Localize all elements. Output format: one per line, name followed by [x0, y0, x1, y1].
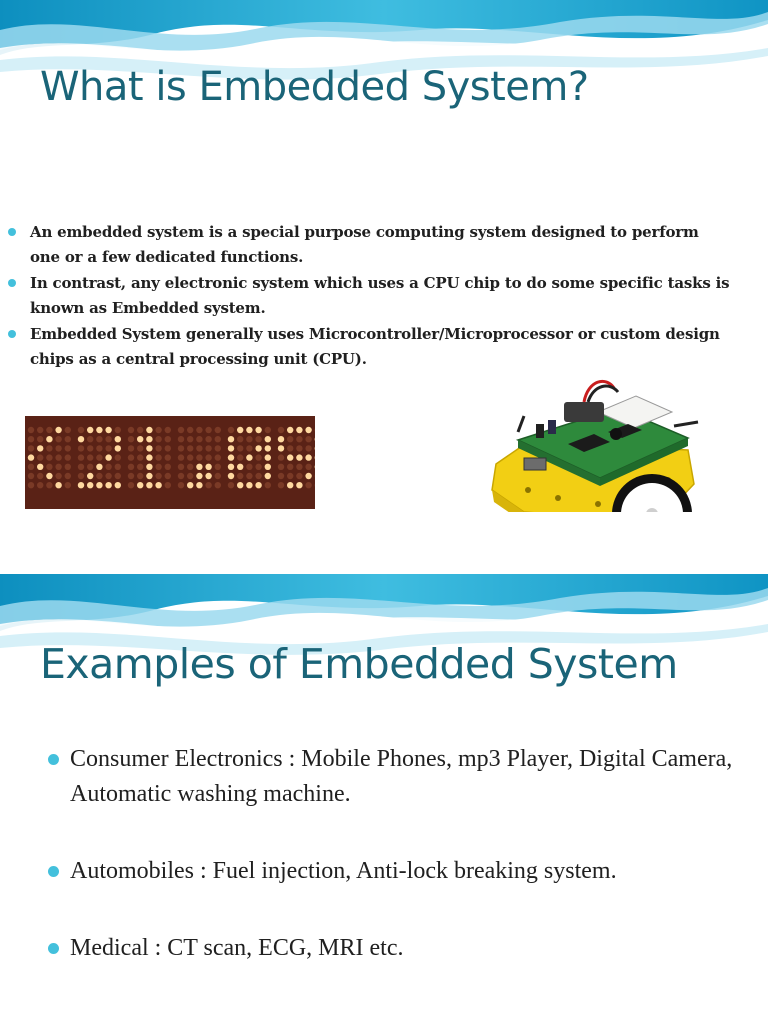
led-dot-off: [28, 436, 34, 442]
led-dot-off: [278, 427, 284, 433]
led-dot-off: [105, 436, 111, 442]
led-dot-on: [146, 482, 152, 488]
bullet-icon: [8, 228, 16, 236]
led-dot-on: [278, 445, 284, 451]
led-dot-off: [105, 445, 111, 451]
led-dot-off: [205, 436, 211, 442]
led-dot-on: [96, 427, 102, 433]
led-dot-off: [296, 473, 302, 479]
led-dot-off: [115, 473, 121, 479]
led-dot-off: [196, 454, 202, 460]
led-dot-off: [287, 473, 293, 479]
led-dot-off: [215, 473, 221, 479]
led-dot-off: [178, 454, 184, 460]
led-dot-off: [237, 445, 243, 451]
bullet-list: [30, 220, 730, 372]
led-dot-off: [128, 436, 134, 442]
slide-2: [0, 512, 768, 1024]
led-dot-on: [287, 427, 293, 433]
led-dot-off: [296, 445, 302, 451]
list-item: [70, 931, 750, 966]
led-dot-on: [246, 427, 252, 433]
led-dot-off: [178, 427, 184, 433]
led-dot-off: [255, 436, 261, 442]
bullet-list: [70, 742, 750, 1008]
led-dot-on: [278, 436, 284, 442]
led-dot-off: [65, 436, 71, 442]
led-dot-off: [215, 427, 221, 433]
led-dot-on: [237, 464, 243, 470]
led-dot-off: [87, 445, 93, 451]
led-dot-off: [37, 454, 43, 460]
led-dot-off: [187, 454, 193, 460]
led-dot-off: [155, 454, 161, 460]
bullet-text: An embedded system is a special purpose computing system designed to perform one or a few dedicated functions.: [30, 223, 699, 266]
led-dot-off: [115, 464, 121, 470]
led-dot-on: [296, 482, 302, 488]
led-dot-off: [46, 445, 52, 451]
led-dot-on: [237, 482, 243, 488]
led-dot-off: [37, 436, 43, 442]
led-dot-off: [78, 427, 84, 433]
led-dot-on: [228, 464, 234, 470]
led-dot-off: [65, 454, 71, 460]
led-dot-off: [215, 482, 221, 488]
list-item: [30, 322, 730, 372]
led-dot-off: [178, 436, 184, 442]
page-title: What is Embedded System?: [40, 64, 589, 110]
led-dot-off: [28, 473, 34, 479]
led-dot-on: [87, 473, 93, 479]
led-dot-off: [165, 436, 171, 442]
led-dot-on: [265, 454, 271, 460]
led-dot-off: [78, 445, 84, 451]
led-dot-off: [205, 454, 211, 460]
led-dot-off: [265, 427, 271, 433]
led-dot-on: [228, 445, 234, 451]
led-dot-on: [87, 482, 93, 488]
led-dot-off: [155, 464, 161, 470]
led-dot-off: [128, 464, 134, 470]
led-dot-off: [105, 464, 111, 470]
led-dot-on: [265, 473, 271, 479]
led-dot-off: [305, 436, 311, 442]
led-dot-off: [187, 427, 193, 433]
led-dot-on: [28, 454, 34, 460]
led-dot-off: [137, 454, 143, 460]
led-dot-off: [165, 427, 171, 433]
led-dot-off: [37, 473, 43, 479]
led-dot-off: [165, 454, 171, 460]
led-dot-off: [287, 436, 293, 442]
led-dot-off: [196, 436, 202, 442]
page-title: Examples of Embedded System: [40, 640, 678, 688]
led-dot-off: [137, 445, 143, 451]
led-dot-off: [28, 482, 34, 488]
led-dot-on: [115, 445, 121, 451]
led-dot-off: [237, 473, 243, 479]
led-dot-on: [146, 473, 152, 479]
led-dot-off: [65, 473, 71, 479]
list-item: [70, 854, 750, 889]
led-dot-off: [215, 436, 221, 442]
bullet-icon: [48, 866, 59, 877]
bullet-icon: [48, 943, 59, 954]
led-dot-off: [165, 445, 171, 451]
led-dot-on: [137, 482, 143, 488]
bullet-icon: [8, 279, 16, 287]
led-dot-on: [105, 482, 111, 488]
led-dot-on: [87, 427, 93, 433]
led-dot-off: [278, 464, 284, 470]
led-dot-off: [105, 473, 111, 479]
led-dot-on: [246, 454, 252, 460]
led-dot-off: [228, 427, 234, 433]
led-dot-off: [178, 473, 184, 479]
led-dot-on: [255, 482, 261, 488]
led-dot-off: [55, 445, 61, 451]
led-dot-off: [87, 454, 93, 460]
led-dot-on: [146, 464, 152, 470]
led-dot-off: [46, 454, 52, 460]
led-dot-off: [196, 427, 202, 433]
led-dot-off: [128, 482, 134, 488]
led-dot-off: [65, 445, 71, 451]
led-dot-off: [28, 445, 34, 451]
led-dot-on: [96, 464, 102, 470]
led-dot-on: [305, 473, 311, 479]
led-dot-off: [87, 464, 93, 470]
led-dot-off: [265, 482, 271, 488]
led-dot-off: [155, 427, 161, 433]
led-dot-on: [196, 482, 202, 488]
led-dot-on: [37, 445, 43, 451]
led-dot-off: [296, 464, 302, 470]
led-dot-off: [165, 464, 171, 470]
led-dot-off: [128, 445, 134, 451]
led-dot-off: [178, 464, 184, 470]
led-dot-off: [178, 482, 184, 488]
bullet-text: Embedded System generally uses Microcontroller/Microprocessor or custom design chips as a central processing unit (CPU).: [30, 325, 720, 368]
led-dot-off: [96, 473, 102, 479]
led-dot-off: [155, 473, 161, 479]
led-dot-off: [37, 427, 43, 433]
led-dot-off: [46, 427, 52, 433]
led-dot-off: [55, 436, 61, 442]
led-dot-on: [228, 454, 234, 460]
led-dot-on: [265, 436, 271, 442]
led-dot-on: [287, 454, 293, 460]
led-dot-off: [65, 427, 71, 433]
led-dot-off: [215, 445, 221, 451]
led-dot-off: [137, 427, 143, 433]
led-dot-off: [28, 427, 34, 433]
led-dot-off: [287, 464, 293, 470]
led-dot-off: [178, 445, 184, 451]
led-dot-on: [305, 427, 311, 433]
led-dot-off: [205, 427, 211, 433]
led-dot-off: [246, 473, 252, 479]
led-dot-off: [165, 482, 171, 488]
led-dot-on: [237, 427, 243, 433]
led-dot-off: [255, 464, 261, 470]
led-dot-off: [305, 445, 311, 451]
led-dot-on: [37, 464, 43, 470]
led-dot-off: [165, 473, 171, 479]
led-dot-off: [196, 445, 202, 451]
led-dot-on: [196, 464, 202, 470]
led-dot-off: [215, 464, 221, 470]
led-dot-off: [37, 482, 43, 488]
led-dot-off: [96, 454, 102, 460]
led-dot-on: [146, 436, 152, 442]
led-dot-on: [255, 427, 261, 433]
led-dot-on: [228, 473, 234, 479]
led-dot-off: [115, 427, 121, 433]
led-dot-off: [255, 473, 261, 479]
led-dot-on: [105, 427, 111, 433]
led-dot-off: [187, 464, 193, 470]
led-dot-on: [296, 454, 302, 460]
led-dot-off: [137, 473, 143, 479]
led-dot-on: [265, 464, 271, 470]
led-dot-on: [255, 445, 261, 451]
led-dot-off: [65, 464, 71, 470]
led-dot-off: [278, 482, 284, 488]
list-item: [30, 271, 730, 321]
led-dot-on: [155, 482, 161, 488]
led-dot-off: [155, 436, 161, 442]
led-dot-on: [296, 427, 302, 433]
list-item: [70, 742, 750, 812]
led-dot-off: [228, 482, 234, 488]
bullet-text: Medical : CT scan, ECG, MRI etc.: [70, 935, 404, 961]
led-dot-off: [115, 454, 121, 460]
led-dot-off: [215, 454, 221, 460]
led-dot-off: [78, 464, 84, 470]
led-dot-off: [65, 482, 71, 488]
led-dot-off: [187, 436, 193, 442]
led-dot-on: [46, 436, 52, 442]
led-dot-off: [46, 464, 52, 470]
led-dot-off: [78, 454, 84, 460]
led-dot-off: [137, 464, 143, 470]
led-dot-off: [246, 436, 252, 442]
bullet-icon: [48, 754, 59, 765]
robot-kit-image: [488, 372, 724, 512]
led-dot-off: [87, 436, 93, 442]
led-dot-off: [78, 473, 84, 479]
led-dot-off: [305, 464, 311, 470]
led-dot-on: [205, 473, 211, 479]
led-dot-off: [305, 482, 311, 488]
led-dot-on: [96, 482, 102, 488]
led-dot-off: [278, 454, 284, 460]
led-dot-on: [228, 436, 234, 442]
list-item: [30, 220, 730, 270]
led-dot-off: [278, 473, 284, 479]
led-dot-on: [305, 454, 311, 460]
led-dot-off: [128, 473, 134, 479]
led-dot-off: [55, 464, 61, 470]
led-dot-on: [78, 436, 84, 442]
led-dot-off: [46, 482, 52, 488]
led-dot-on: [205, 464, 211, 470]
bullet-text: Automobiles : Fuel injection, Anti-lock breaking system.: [70, 858, 617, 884]
led-dot-on: [246, 482, 252, 488]
led-dot-off: [246, 445, 252, 451]
led-dot-on: [137, 436, 143, 442]
led-dot-off: [96, 445, 102, 451]
led-dot-on: [55, 482, 61, 488]
led-dot-on: [55, 427, 61, 433]
bullet-text: In contrast, any electronic system which uses a CPU chip to do some specific tasks is known as Embedded system.: [30, 274, 730, 317]
led-dot-off: [155, 445, 161, 451]
led-dot-off: [55, 454, 61, 460]
led-dot-off: [187, 473, 193, 479]
led-dot-off: [296, 436, 302, 442]
led-dot-on: [115, 436, 121, 442]
led-dot-on: [46, 473, 52, 479]
led-display-image: [25, 416, 315, 509]
led-dot-on: [115, 482, 121, 488]
led-dot-off: [237, 436, 243, 442]
led-dot-on: [146, 454, 152, 460]
led-dot-off: [287, 445, 293, 451]
led-dot-off: [255, 454, 261, 460]
led-dot-off: [246, 464, 252, 470]
led-dot-off: [28, 464, 34, 470]
led-dot-on: [265, 445, 271, 451]
led-dot-on: [146, 427, 152, 433]
led-dot-off: [187, 445, 193, 451]
led-dot-off: [96, 436, 102, 442]
led-dot-off: [128, 454, 134, 460]
led-dot-on: [78, 482, 84, 488]
led-dot-off: [55, 473, 61, 479]
led-matrix-svg: [25, 416, 315, 509]
led-dot-on: [287, 482, 293, 488]
led-dot-off: [128, 427, 134, 433]
led-dot-on: [105, 454, 111, 460]
led-dot-on: [196, 473, 202, 479]
bullet-text: Consumer Electronics : Mobile Phones, mp3 Player, Digital Camera, Automatic washing machine.: [70, 746, 733, 807]
led-dot-off: [237, 454, 243, 460]
led-dot-off: [205, 482, 211, 488]
bullet-icon: [8, 330, 16, 338]
led-dot-on: [187, 482, 193, 488]
led-dot-off: [205, 445, 211, 451]
led-dot-on: [146, 445, 152, 451]
